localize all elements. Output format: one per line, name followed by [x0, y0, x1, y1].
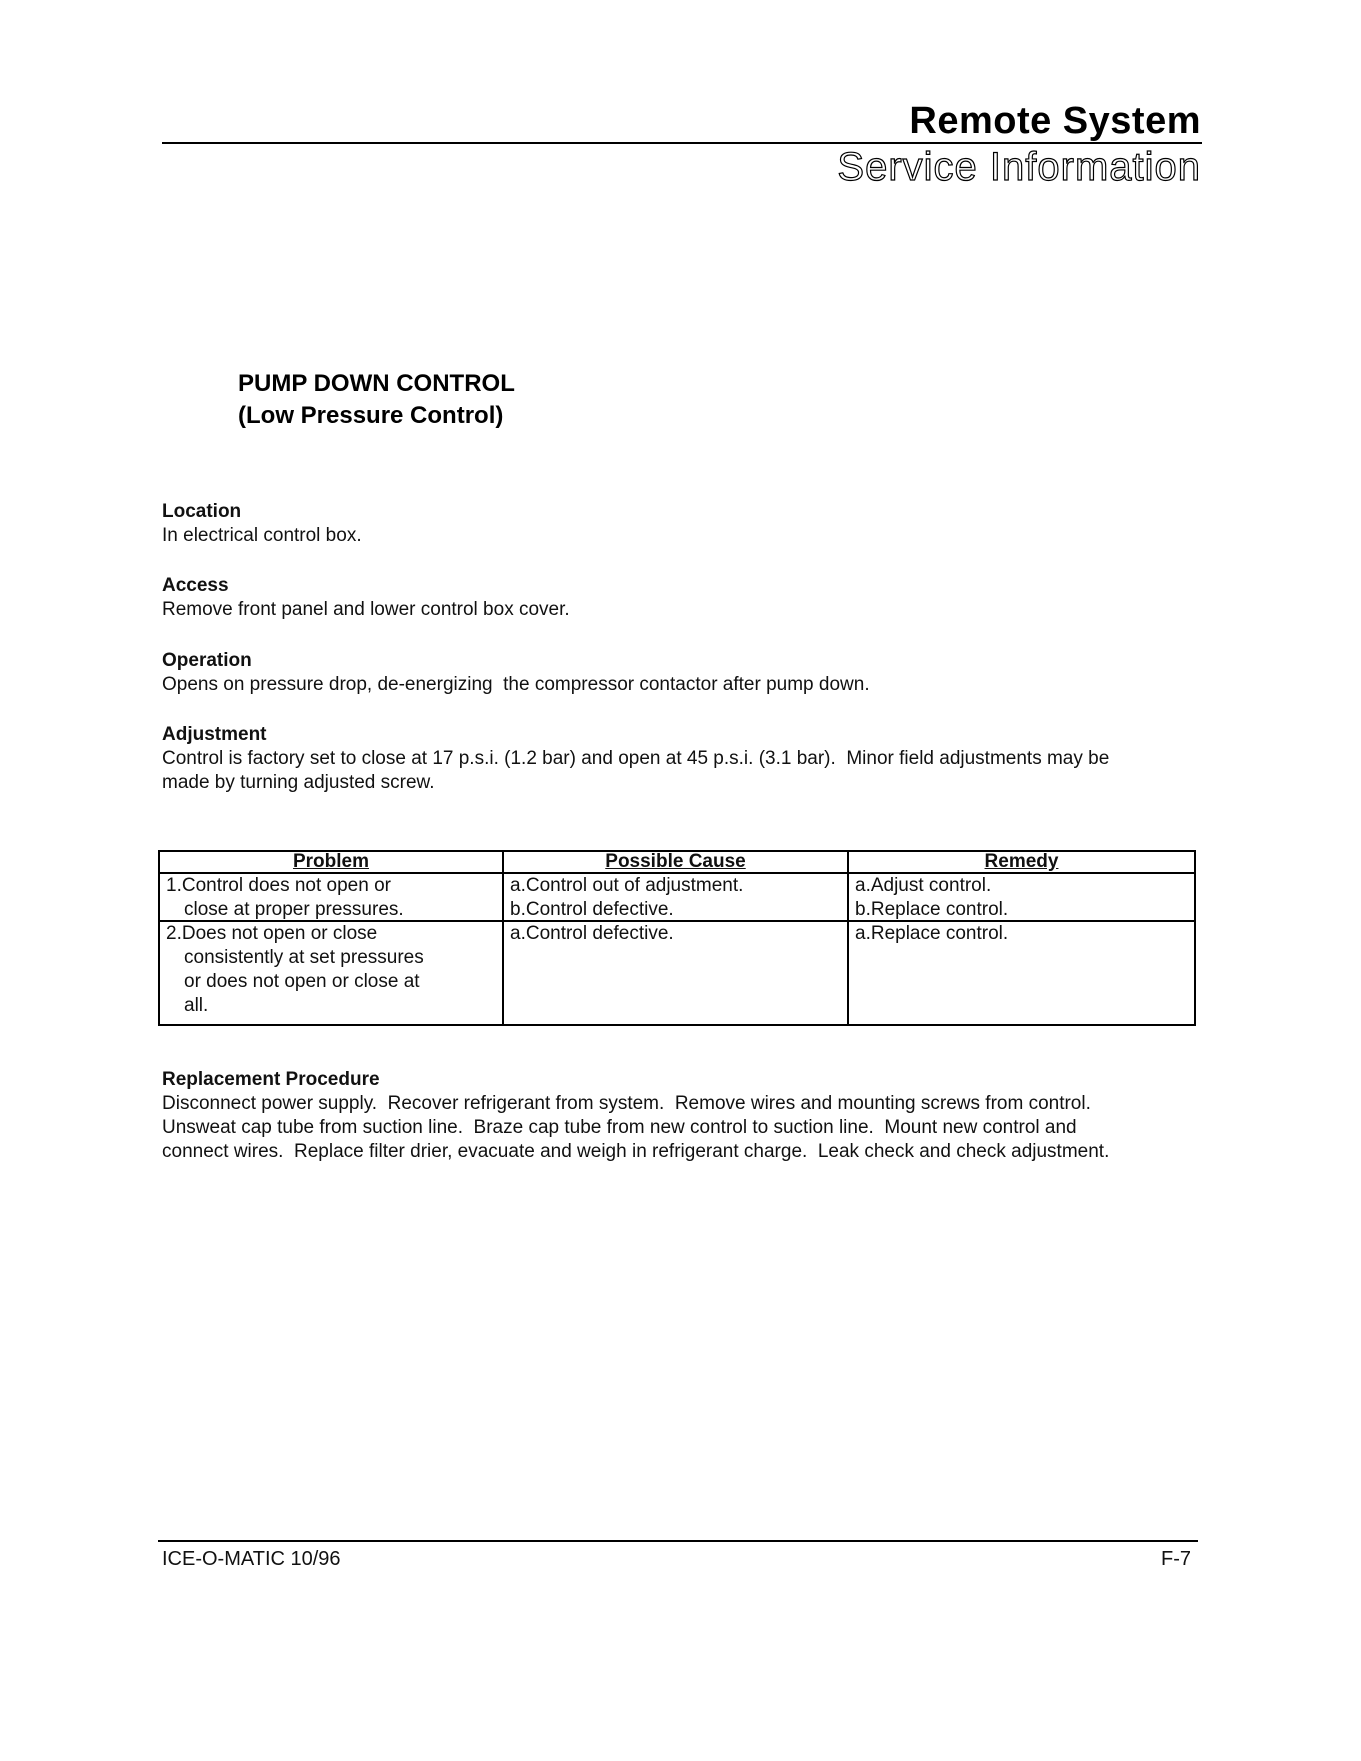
problem-row2-line4: all.	[184, 995, 209, 1016]
problem-row2-line1: 2.Does not open or close	[166, 923, 378, 944]
section-adjustment-line1: Control is factory set to close at 17 p.s.i. (1.2 bar) and open at 45 p.s.i. (3.1 bar). Minor field adjustments may be	[162, 748, 1110, 769]
problem-column	[160, 852, 504, 1024]
cause-row2-line1: a.Control defective.	[510, 923, 674, 944]
footer-publisher: ICE-O-MATIC 10/96	[162, 1548, 341, 1570]
cause-row1-line1: a.Control out of adjustment.	[510, 875, 744, 896]
section-access	[162, 574, 1202, 622]
section-replacement-heading: Replacement Procedure	[162, 1069, 380, 1090]
header-title: Remote System	[909, 100, 1201, 142]
remedy-cell-row1	[855, 874, 1188, 922]
problem-row1-line2: close at proper pressures.	[184, 899, 404, 920]
header-rule	[162, 142, 1202, 144]
remedy-cell-row2	[855, 922, 1188, 946]
problem-header: Problem	[160, 852, 502, 874]
remedy-header: Remedy	[849, 852, 1194, 874]
remedy-row1-line1: a.Adjust control.	[855, 875, 992, 896]
section-adjustment	[162, 723, 1202, 795]
section-replacement	[162, 1068, 1202, 1164]
cause-cell-row2	[510, 922, 841, 946]
cause-column	[504, 852, 849, 1024]
section-replacement-line1: Disconnect power supply. Recover refrigerant from system. Remove wires and mounting screws from control.	[162, 1093, 1091, 1114]
remedy-row2-line1: a.Replace control.	[855, 923, 1009, 944]
document-title-line2: (Low Pressure Control)	[238, 402, 504, 429]
header-subtitle: Service Information	[837, 145, 1201, 189]
problem-row1-line1: 1.Control does not open or	[166, 875, 391, 896]
section-replacement-line3: connect wires. Replace filter drier, evacuate and weigh in refrigerant charge. Leak check and check adjustment.	[162, 1141, 1110, 1162]
footer-rule	[158, 1540, 1198, 1542]
problem-cell-row2	[166, 922, 496, 1018]
table-row-divider	[160, 920, 1194, 922]
cause-row1-line2: b.Control defective.	[510, 899, 674, 920]
section-adjustment-line2: made by turning adjusted screw.	[162, 772, 435, 793]
section-operation-heading: Operation	[162, 650, 252, 671]
footer-page-number: F-7	[1161, 1548, 1191, 1570]
problem-cell-row1	[166, 874, 496, 922]
section-adjustment-heading: Adjustment	[162, 724, 267, 745]
remedy-column	[849, 852, 1194, 1024]
section-access-text: Remove front panel and lower control box cover.	[162, 599, 570, 620]
troubleshooting-table	[158, 850, 1196, 1026]
problem-row2-line2: consistently at set pressures	[184, 947, 424, 968]
section-access-heading: Access	[162, 575, 229, 596]
section-location-text: In electrical control box.	[162, 525, 362, 546]
remedy-row1-line2: b.Replace control.	[855, 899, 1009, 920]
cause-header: Possible Cause	[504, 852, 847, 874]
section-operation	[162, 649, 1202, 697]
document-title	[238, 368, 515, 432]
section-replacement-line2: Unsweat cap tube from suction line. Braze cap tube from new control to suction line. Mount new control and	[162, 1117, 1077, 1138]
section-location	[162, 500, 1202, 548]
problem-row2-line3: or does not open or close at	[184, 971, 420, 992]
section-location-heading: Location	[162, 501, 242, 522]
cause-cell-row1	[510, 874, 841, 922]
section-operation-text: Opens on pressure drop, de-energizing the compressor contactor after pump down.	[162, 674, 870, 695]
document-title-line1: PUMP DOWN CONTROL	[238, 370, 515, 397]
